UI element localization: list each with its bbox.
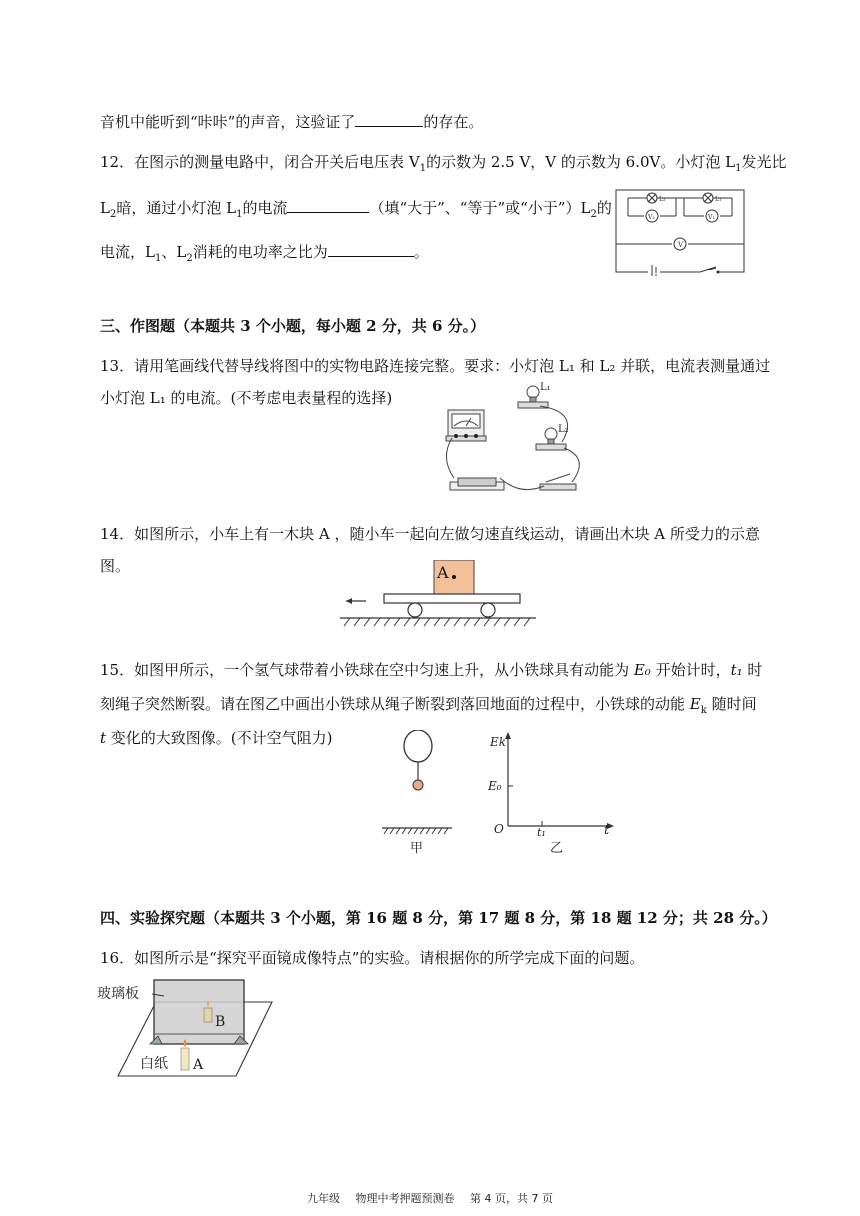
q15-figures	[376, 730, 620, 856]
y-mark-label: E₀	[488, 779, 502, 793]
q13-lamp-label: L₂	[558, 424, 569, 435]
q11-line: 音机中能听到“咔咔”的声音，这验证了 的存在。	[100, 113, 484, 131]
q12-circuit-figure	[612, 186, 748, 276]
figure-caption-jia: 甲	[410, 841, 424, 856]
y-axis-label: Ek	[490, 735, 507, 749]
q12-lamp-label: L₂	[659, 196, 666, 203]
q12-lamp-label: L₁	[715, 196, 722, 203]
footer-page: 第 4 页，共 7 页	[470, 1192, 553, 1205]
section-4-title: 四、实验探究题（本题共 3 个小题，第 16 题 8 分，第 17 题 8 分，第 18 题 12 分；共 28 分。）	[100, 909, 777, 927]
answer-blank[interactable]	[355, 112, 423, 127]
q12-line-2: $L_2$暗，通过小灯泡 $L_1$的电流 （填“大于”、“等于”或“小于$”)L_2$的	[100, 199, 612, 220]
page-footer	[0, 1190, 860, 1206]
footer-subject: 物理中考押题预测卷	[355, 1192, 455, 1205]
x-mark-label: t₁	[537, 826, 546, 839]
q13-lamp-label: L₁	[540, 382, 551, 393]
q12-meter-label: V	[678, 241, 684, 249]
q15-line-3: t 变化的大致图像。(不计空气阻力)	[100, 729, 333, 747]
q16-mirror-figure	[96, 972, 280, 1082]
x-axis-label: t	[604, 823, 610, 838]
q12-meter-label: V₂	[648, 214, 655, 221]
candle-a-label: A	[193, 1057, 204, 1073]
answer-blank[interactable]	[287, 198, 369, 213]
footer-grade: 九年级	[307, 1192, 340, 1205]
glass-label: 玻璃板	[97, 986, 139, 1002]
q13-line-2: 小灯泡 L₁ 的电流。(不考虑电表量程的选择)	[100, 389, 393, 407]
q15-line-2: 刻绳子突然断裂。请在图乙中画出小铁球从绳子断裂到落回地面的过程中，小铁球的动能 $E_k$ 随时间	[100, 695, 757, 716]
candle-b-label: B	[215, 1014, 226, 1030]
q12-meter-label: V₁	[708, 214, 715, 221]
paper-label: 白纸	[140, 1056, 168, 1072]
q13-line-1: 13．请用笔画线代替导线将图中的实物电路连接完整。要求：小灯泡 L₁ 和 L₂ 并联，电流表测量通过	[100, 357, 771, 375]
q14-line-2: 图。	[100, 557, 131, 575]
q16-line-1: 16．如图所示是“探究平面镜成像特点”的实验。请根据你的所学完成下面的问题。	[100, 949, 645, 967]
q12-line-3: 电流，$L_1$、$L_2$消耗的电功率之比为 。	[100, 243, 429, 264]
section-3-title: 三、作图题（本题共 3 个小题，每小题 2 分，共 6 分。）	[100, 317, 486, 335]
block-label: A	[437, 563, 449, 582]
q14-line-1: 14．如图所示，小车上有一木块 A ，随小车一起向左做匀速直线运动，请画出木块 A 所受力的示意	[100, 525, 760, 543]
origin-label: O	[494, 822, 504, 836]
q12-line-1: 12．在图示的测量电路中，闭合开关后电压表 $V_1$的示数为 2.5 V，V 的示数为 6.0V。小灯泡 $L_1$发光比	[100, 153, 787, 174]
q15-line-1: 15．如图甲所示，一个氢气球带着小铁球在空中匀速上升，从小铁球具有动能为 E₀ 开始计时，t₁ 时	[100, 661, 763, 679]
answer-blank[interactable]	[328, 242, 414, 257]
q13-circuit-figure	[440, 378, 600, 500]
q14-cart-figure	[338, 560, 538, 632]
figure-caption-yi: 乙	[550, 841, 564, 856]
